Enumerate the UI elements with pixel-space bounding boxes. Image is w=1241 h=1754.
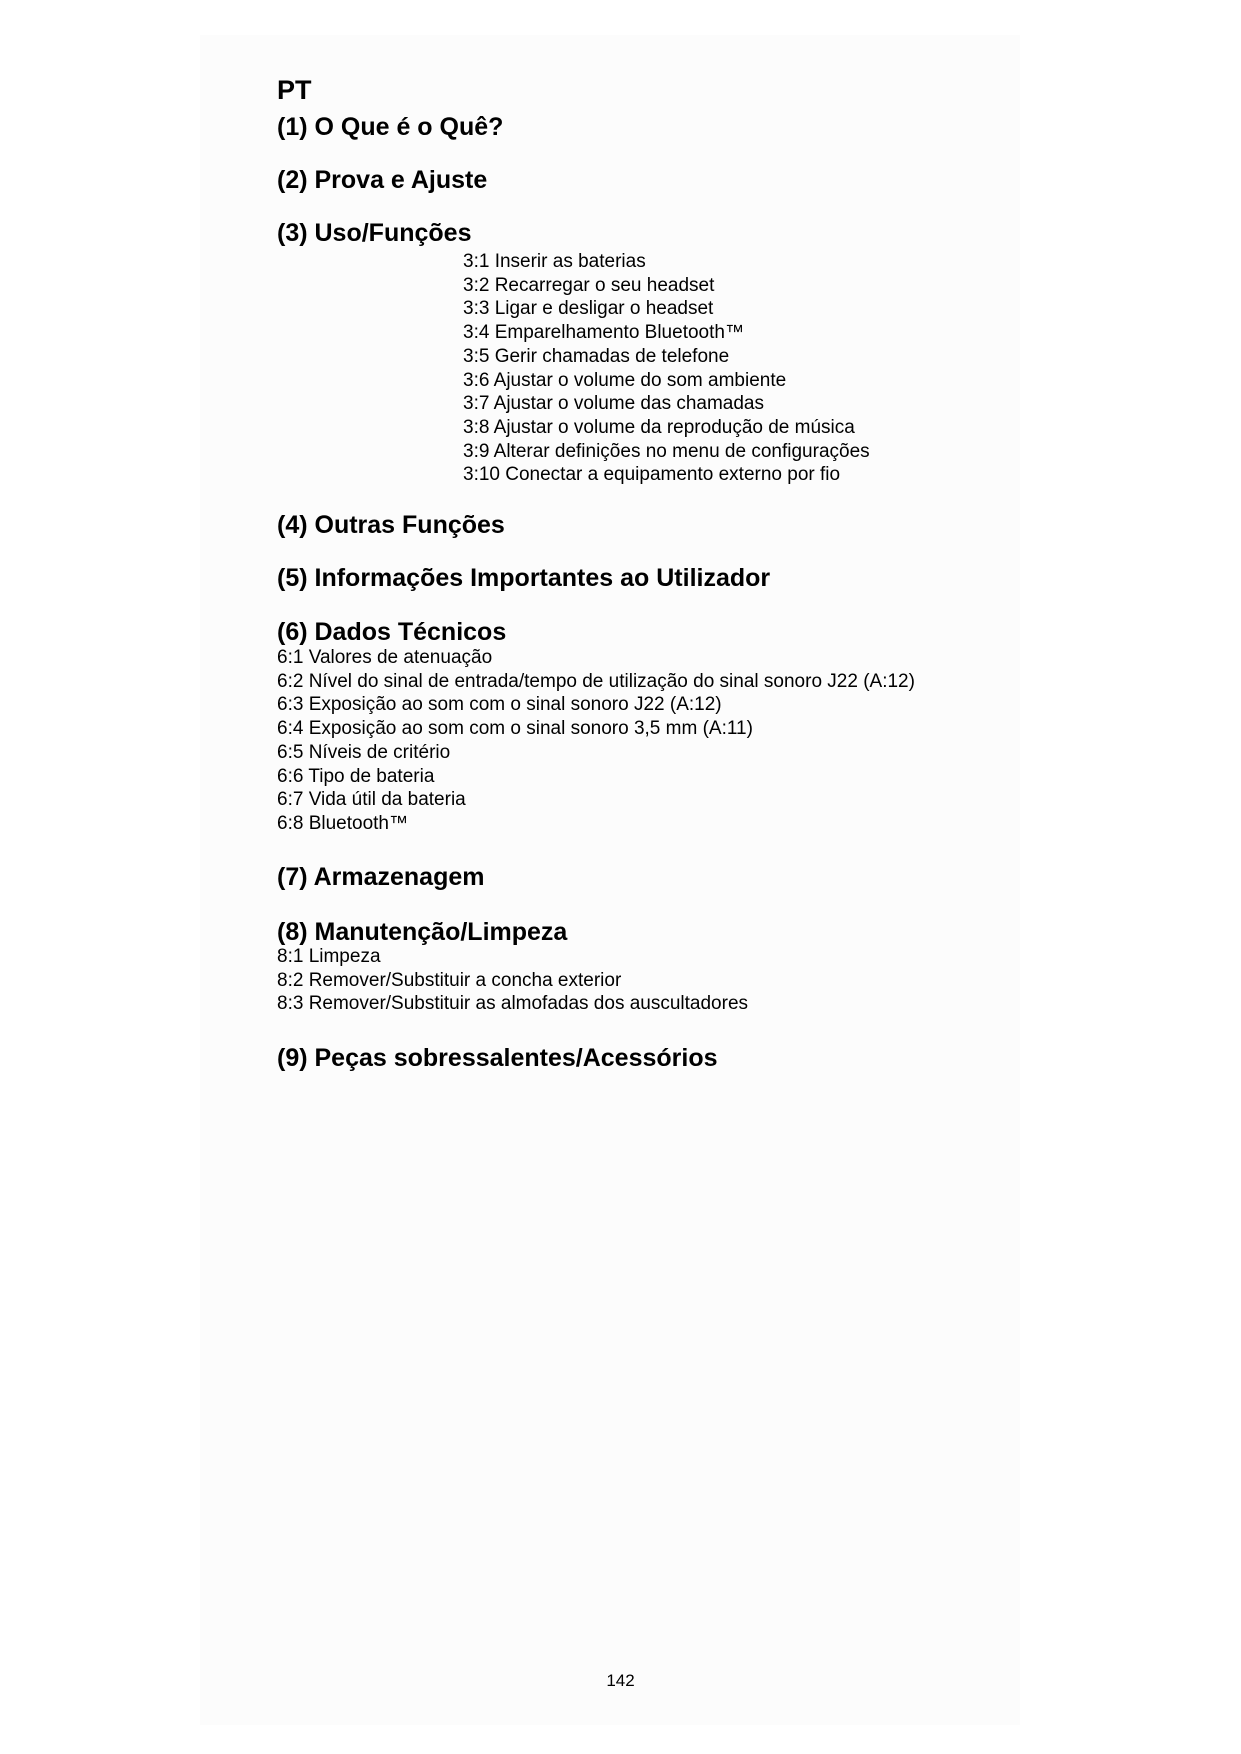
section-heading-8: (8) Manutenção/Limpeza	[277, 918, 568, 946]
list-item: 3:4 Emparelhamento Bluetooth™	[463, 322, 744, 344]
list-item: 3:9 Alterar definições no menu de configurações	[463, 440, 870, 462]
section-heading-9: (9) Peças sobressalentes/Acessórios	[277, 1044, 718, 1072]
list-item: 6:1 Valores de atenuação	[277, 647, 493, 668]
list-item: 3:6 Ajustar o volume do som ambiente	[463, 369, 787, 391]
list-item: 6:3 Exposição ao som com o sinal sonoro J22 (A:12)	[277, 694, 722, 716]
section-heading-3: (3) Uso/Funções	[277, 219, 472, 247]
list-item: 6:5 Níveis de critério	[277, 741, 451, 763]
section-heading-5: (5) Informações Importantes ao Utilizador	[277, 564, 771, 592]
list-item: 6:4 Exposição ao som com o sinal sonoro 3,5 mm (A:11)	[277, 718, 753, 740]
list-item: 3:1 Inserir as baterias	[463, 251, 646, 272]
list-item: 6:6 Tipo de bateria	[277, 765, 435, 787]
list-item: 3:2 Recarregar o seu headset	[463, 274, 715, 296]
list-item: 8:3 Remover/Substituir as almofadas dos auscultadores	[277, 993, 749, 1015]
list-item: 6:8 Bluetooth™	[277, 812, 408, 834]
section-8-list	[277, 945, 748, 1016]
list-item: 3:3 Ligar e desligar o headset	[463, 298, 714, 320]
section-heading-1: (1) O Que é o Quê?	[277, 113, 504, 141]
list-item: 6:2 Nível do sinal de entrada/tempo de utilização do sinal sonoro J22 (A:12)	[277, 670, 915, 692]
list-item: 3:8 Ajustar o volume da reprodução de música	[463, 416, 855, 438]
section-3-list	[463, 250, 870, 487]
section-heading-4: (4) Outras Funções	[277, 511, 505, 539]
section-6-list	[277, 646, 915, 836]
list-item: 3:5 Gerir chamadas de telefone	[463, 345, 730, 367]
list-item: 6:7 Vida útil da bateria	[277, 789, 466, 811]
language-code: PT	[277, 75, 312, 105]
list-item: 3:10 Conectar a equipamento externo por fio	[463, 464, 841, 486]
section-heading-7: (7) Armazenagem	[277, 863, 485, 891]
list-item: 8:1 Limpeza	[277, 946, 381, 967]
section-heading-2: (2) Prova e Ajuste	[277, 166, 488, 194]
list-item: 3:7 Ajustar o volume das chamadas	[463, 393, 765, 415]
page-number: 142	[606, 1671, 635, 1690]
section-heading-6: (6) Dados Técnicos	[277, 618, 507, 646]
list-item: 8:2 Remover/Substituir a concha exterior	[277, 969, 622, 991]
